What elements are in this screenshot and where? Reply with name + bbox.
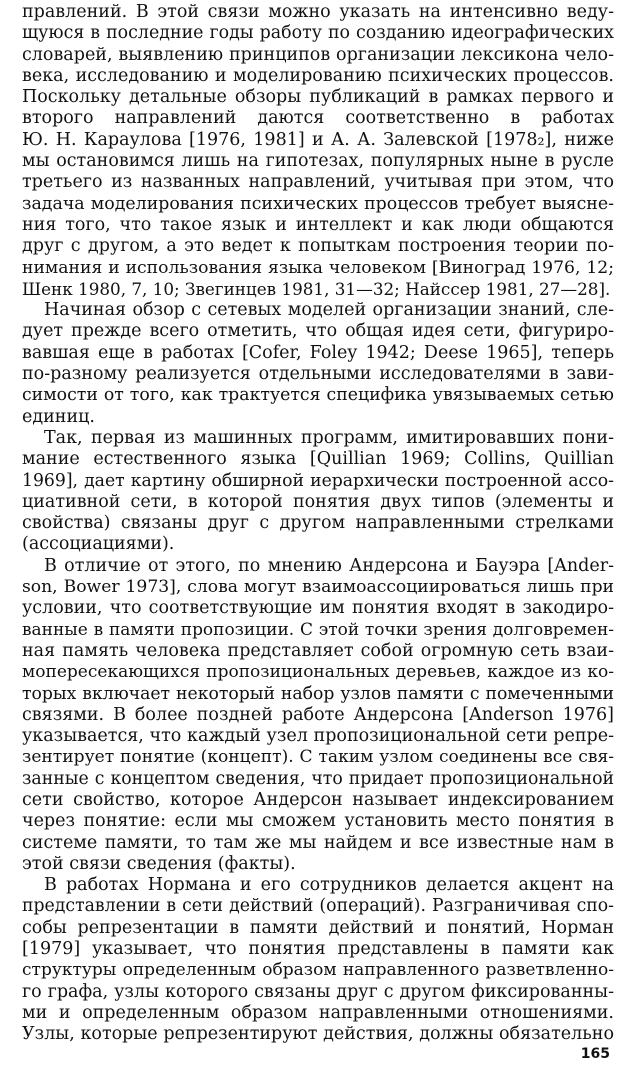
text-line-16: дует прежде всего отметить, что общая идея сети, фигуриро- (22, 321, 614, 342)
text-line-14: Шенк 1980, 7, 10; Звегинцев 1981, 31—32; Найссер 1981, 27—28]. (22, 278, 611, 299)
text-line-20: единиц. (22, 406, 95, 427)
text-line-9: третьего из названных направлений, учитывая при этом, что (22, 172, 614, 193)
text-line-7: Ю. Н. Караулова [1976, 1981] и А. А. Залевской [1978₂], ниже (22, 129, 614, 150)
text-line-25: свойства) связаны друг с другом направленными стрелками (22, 513, 614, 534)
text-line-27: В отличие от этого, по мнению Андерсона и Бауэра [Ander- (44, 555, 614, 576)
text-line-1: правлений. В этой связи можно указать на интенсивно веду- (22, 2, 614, 22)
text-line-21: Так, первая из машинных программ, имитировавших пони- (44, 427, 614, 448)
text-line-37: занные с концептом сведения, что придает пропозициональной (22, 768, 614, 789)
text-line-4: века, исследованию и моделированию психических процессов. (22, 65, 614, 86)
text-line-11: ния того, что такое язык и интеллект и как люди общаются (22, 214, 614, 235)
text-line-12: друг с другом, а это ведет к попыткам построения теории по- (22, 236, 614, 257)
text-line-38: сети свойство, которое Андерсон называет индексированием (22, 789, 614, 810)
text-line-19: симости от того, как трактуется специфика увязываемых сетью (22, 385, 614, 406)
text-line-33: торых включает некоторый набор узлов памяти с помеченными (22, 683, 614, 704)
text-line-45: [1979] указывает, что понятия представлены в памяти как (22, 939, 614, 960)
text-line-24: циативной сети, в которой понятия двух типов (элементы и (22, 491, 614, 512)
text-line-32: мопересекающихся пропозициональных деревьев, каждое из ко- (22, 662, 614, 683)
text-line-3: словарей, выявлению принципов организации лексикона чело- (22, 44, 614, 65)
text-line-5: Поскольку детальные обзоры публикаций в рамках первого и (22, 87, 614, 108)
text-line-13: нимания и использования языка человеком [Виноград 1976, 12; (22, 257, 614, 278)
text-line-39: через понятие: если мы сможем установить место понятия в (22, 811, 614, 832)
text-line-22: мание естественного языка [Quillian 1969; Collins, Quillian (22, 449, 614, 470)
text-line-23: 1969], дает картину обширной иерархически построенной ассо- (22, 470, 614, 491)
text-line-49: Узлы, которые репрезентируют действия, должны обязательно (22, 1024, 614, 1045)
text-line-10: задача моделирования психических процессов требует выясне- (22, 193, 614, 214)
text-line-18: по-разному реализуется отдельными исследователями в зави- (22, 364, 614, 385)
text-line-15: Начиная обзор с сетевых моделей организации знаний, сле- (44, 300, 614, 321)
text-line-17: вавшая еще в работах [Cofer, Foley 1942; Deese 1965], теперь (22, 342, 614, 363)
text-line-41: этой связи сведения (факты). (22, 853, 296, 874)
body-text (22, 2, 614, 1046)
text-line-34: связями. В более поздней работе Андерсона [Anderson 1976] (22, 704, 614, 725)
text-line-30: ванные в памяти пропозиции. С этой точки зрения долговремен- (22, 619, 614, 640)
text-line-44: собы репрезентации в памяти действий и понятий, Норман (22, 917, 614, 938)
text-line-6: второго направлений даются соответственно в работах (22, 108, 614, 129)
text-line-29: условии, что соответствующие им понятия входят в закодиро- (22, 598, 614, 619)
page-number: 165 (580, 1046, 610, 1062)
text-line-47: го графа, узлы которого связаны друг с другом фиксированны- (22, 981, 614, 1002)
text-line-8: мы остановимся лишь на гипотезах, популярных ныне в русле (22, 151, 614, 172)
text-line-48: ми и определенным образом направленными отношениями. (22, 1002, 614, 1023)
text-line-42: В работах Нормана и его сотрудников делается акцент на (44, 875, 614, 896)
text-line-26: (ассоциациями). (22, 534, 175, 555)
text-line-43: представлении в сети действий (операций). Разграничивая спо- (22, 896, 614, 917)
text-line-36: зентирует понятие (концепт). С таким узлом соединены все свя- (22, 747, 614, 768)
text-line-2: щуюся в последние годы работу по созданию идеографических (22, 23, 614, 44)
text-line-31: ная память человека представляет собой огромную сеть взаи- (22, 640, 614, 661)
text-line-28: son, Bower 1973], слова могут взаимоассоциироваться лишь при (22, 577, 614, 598)
text-line-35: указывается, что каждый узел пропозициональной сети репре- (22, 726, 614, 747)
text-line-46: структуры определенным образом направленного разветвленно- (22, 960, 614, 981)
text-line-40: системе памяти, то там же мы найдем и все известные нам в (22, 832, 614, 853)
